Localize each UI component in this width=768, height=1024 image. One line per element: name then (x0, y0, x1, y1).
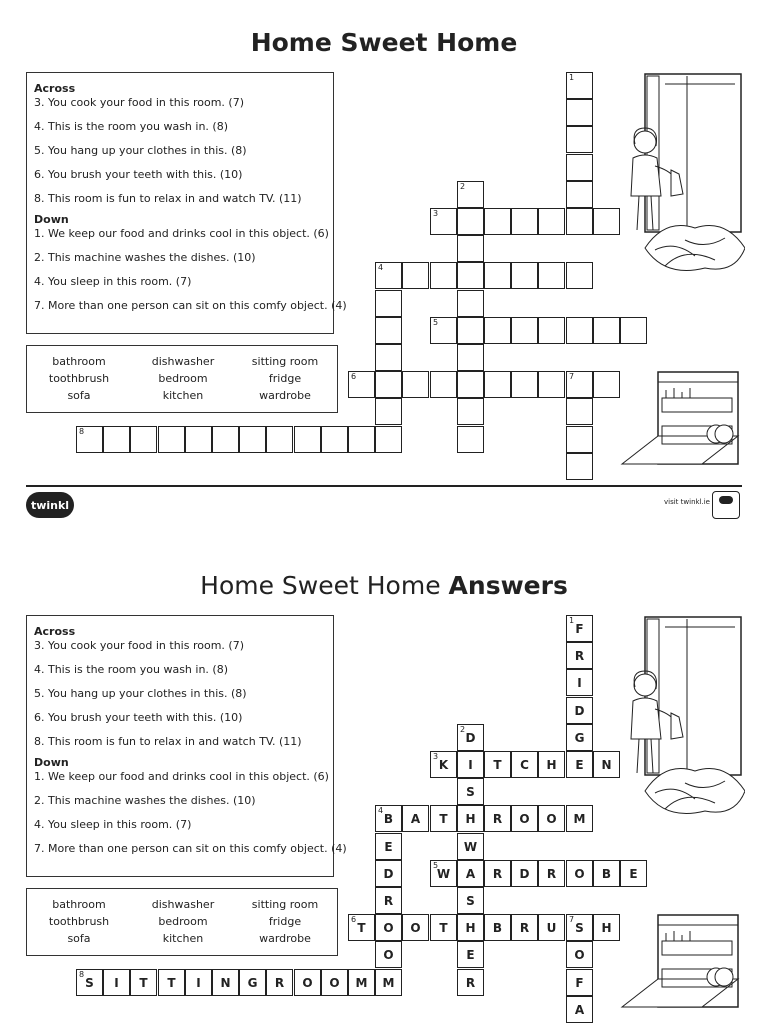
crossword-cell: M (375, 969, 402, 996)
clue-box (26, 72, 347, 334)
word-bank-item: sofa (67, 389, 91, 402)
crossword-cell: S (457, 778, 484, 805)
clue-down-1: 1. We keep our food and drinks cool in this object. (6) (34, 227, 329, 240)
clue-across-3: 3. You cook your food in this room. (7) (34, 96, 244, 109)
clue-across-5: 5. You hang up your clothes in this. (8) (34, 687, 247, 700)
crossword-cell[interactable] (538, 317, 565, 344)
crossword-cell: I (566, 669, 593, 696)
crossword-cell[interactable] (375, 371, 402, 398)
clue-number: 7 (569, 372, 575, 381)
crossword-cell[interactable] (457, 235, 484, 262)
crossword-cell[interactable] (130, 426, 157, 453)
crossword-cell: O (566, 941, 593, 968)
crossword-cell[interactable] (266, 426, 293, 453)
crossword-cell[interactable] (566, 99, 593, 126)
crossword-cell[interactable] (457, 181, 484, 208)
word-bank-item: kitchen (162, 389, 204, 402)
crossword-cell[interactable] (511, 262, 538, 289)
crossword-cell[interactable] (593, 371, 620, 398)
crossword-cell: E (566, 751, 593, 778)
clue-number: 4 (378, 263, 384, 272)
crossword-cell: A (566, 996, 593, 1023)
crossword-cell: R (484, 860, 511, 887)
crossword-cell: B (593, 860, 620, 887)
word-bank-item: fridge (268, 372, 302, 385)
crossword-cell: T (430, 914, 457, 941)
crossword-cell[interactable] (430, 208, 457, 235)
crossword-cell: F (566, 969, 593, 996)
crossword-cell: N (593, 751, 620, 778)
page-title: Home Sweet Home (250, 28, 518, 57)
wardrobe-girl-illustration (625, 613, 745, 823)
word-bank-item: bedroom (158, 372, 208, 385)
crossword-cell[interactable] (375, 317, 402, 344)
crossword-cell: F 1 (566, 615, 593, 642)
word-bank-item: bedroom (158, 915, 208, 928)
crossword-cell[interactable] (239, 426, 266, 453)
crossword-cell[interactable] (430, 317, 457, 344)
crossword-cell[interactable] (185, 426, 212, 453)
crossword-cell: R (538, 860, 565, 887)
crossword-cell: E (457, 941, 484, 968)
crossword-cell: T (130, 969, 157, 996)
crossword-cell[interactable] (484, 371, 511, 398)
crossword-cell: I (103, 969, 130, 996)
crossword-cell: R (457, 969, 484, 996)
clue-across-3: 3. You cook your food in this room. (7) (34, 639, 244, 652)
crossword-cell[interactable] (158, 426, 185, 453)
crossword-cell[interactable] (484, 208, 511, 235)
crossword-cell: M (566, 805, 593, 832)
crossword-cell: O (375, 914, 402, 941)
crossword-cell: I (457, 751, 484, 778)
crossword-cell: R (484, 805, 511, 832)
crossword-cell[interactable] (538, 262, 565, 289)
clue-across-4: 4. This is the room you wash in. (8) (34, 120, 228, 133)
word-bank-item: dishwasher (151, 898, 215, 911)
crossword-cell: E (375, 833, 402, 860)
crossword-cell: G (566, 724, 593, 751)
crossword-cell[interactable] (321, 426, 348, 453)
crossword-cell[interactable] (457, 317, 484, 344)
crossword-cell: A (402, 805, 429, 832)
crossword-cell: W (457, 833, 484, 860)
crossword-cell: C (511, 751, 538, 778)
crossword-cell[interactable] (593, 317, 620, 344)
crossword-cell[interactable] (402, 262, 429, 289)
crossword-cell[interactable] (538, 208, 565, 235)
word-bank-item: fridge (268, 915, 302, 928)
clue-down-7: 7. More than one person can sit on this comfy object. (4) (34, 842, 347, 855)
clue-number: 8 (79, 970, 85, 979)
word-bank-item: bathroom (52, 898, 106, 911)
word-bank-item: toothbrush (48, 372, 110, 385)
crossword-cell[interactable] (457, 262, 484, 289)
crossword-cell: O (511, 805, 538, 832)
crossword-cell[interactable] (457, 344, 484, 371)
crossword-cell[interactable] (375, 426, 402, 453)
word-bank-item: sitting room (251, 355, 319, 368)
clue-down-2: 2. This machine washes the dishes. (10) (34, 251, 256, 264)
clue-number: 8 (79, 427, 85, 436)
clue-across-4: 4. This is the room you wash in. (8) (34, 663, 228, 676)
word-bank (26, 345, 338, 413)
crossword-cell: O (294, 969, 321, 996)
crossword-cell: R (266, 969, 293, 996)
clue-across-8: 8. This room is fun to relax in and watch TV. (11) (34, 735, 302, 748)
clue-number: 5 (433, 318, 439, 327)
crossword-cell[interactable] (511, 208, 538, 235)
crossword-cell: M (348, 969, 375, 996)
crossword-cell: D (375, 860, 402, 887)
answers-clue-box (26, 615, 347, 877)
crossword-cell: D (511, 860, 538, 887)
word-bank-item: wardrobe (259, 932, 311, 945)
crossword-cell[interactable] (457, 208, 484, 235)
clue-down-7: 7. More than one person can sit on this comfy object. (4) (34, 299, 347, 312)
word-bank-item: toothbrush (48, 915, 110, 928)
crossword-cell: R (566, 642, 593, 669)
crossword-cell[interactable] (348, 426, 375, 453)
crossword-cell: H (457, 914, 484, 941)
across-heading: Across (34, 82, 76, 95)
clue-number: 2 (460, 725, 466, 734)
clue-number: 6 (351, 372, 357, 381)
crossword-cell[interactable] (484, 317, 511, 344)
crossword-cell: R (511, 914, 538, 941)
across-heading: Across (34, 625, 76, 638)
crossword-cell: W 5 (430, 860, 457, 887)
crossword-cell[interactable] (430, 262, 457, 289)
crossword-cell: D (566, 697, 593, 724)
twinkl-logo: twinkl (26, 492, 74, 518)
crossword-cell[interactable] (402, 371, 429, 398)
clue-number: 1 (569, 73, 575, 82)
crossword-cell[interactable] (511, 371, 538, 398)
crossword-cell: S 7 (566, 914, 593, 941)
clue-number: 5 (433, 861, 439, 870)
crossword-cell[interactable] (593, 208, 620, 235)
crossword-cell[interactable] (375, 290, 402, 317)
crossword-cell[interactable] (430, 371, 457, 398)
crossword-cell: O (375, 941, 402, 968)
crossword-cell: T 6 (348, 914, 375, 941)
word-bank-item: bathroom (52, 355, 106, 368)
crossword-cell: O (538, 805, 565, 832)
clue-across-8: 8. This room is fun to relax in and watch TV. (11) (34, 192, 302, 205)
clue-down-2: 2. This machine washes the dishes. (10) (34, 794, 256, 807)
answers-word-bank (26, 888, 338, 956)
clue-across-5: 5. You hang up your clothes in this. (8) (34, 144, 247, 157)
clue-number: 4 (378, 806, 384, 815)
clue-number: 3 (433, 752, 439, 761)
crossword-cell[interactable] (348, 371, 375, 398)
down-heading: Down (34, 213, 69, 226)
word-bank-item: sitting room (251, 898, 319, 911)
crossword-cell: T (484, 751, 511, 778)
clue-number: 3 (433, 209, 439, 218)
crossword-cell[interactable] (566, 398, 593, 425)
clue-down-4: 4. You sleep in this room. (7) (34, 818, 192, 831)
crossword-cell: K 3 (430, 751, 457, 778)
crossword-cell[interactable] (620, 317, 647, 344)
crossword-cell: H (457, 805, 484, 832)
word-bank-item: kitchen (162, 932, 204, 945)
clue-number: 1 (569, 616, 575, 625)
crossword-cell[interactable] (457, 426, 484, 453)
footer-link[interactable]: visit twinkl.ie (664, 498, 710, 506)
crossword-cell: B (484, 914, 511, 941)
crossword-cell: N (212, 969, 239, 996)
word-bank-item: dishwasher (151, 355, 215, 368)
crossword-cell: A (457, 860, 484, 887)
crossword-cell: T (158, 969, 185, 996)
crossword-cell[interactable] (375, 344, 402, 371)
crossword-cell: I (185, 969, 212, 996)
crossword-cell: S (457, 887, 484, 914)
crossword-cell: R (375, 887, 402, 914)
clue-down-1: 1. We keep our food and drinks cool in this object. (6) (34, 770, 329, 783)
crossword-cell[interactable] (566, 426, 593, 453)
crossword-cell[interactable] (457, 398, 484, 425)
crossword-cell[interactable] (566, 208, 593, 235)
crossword-cell: B 4 (375, 805, 402, 832)
crossword-cell: S 8 (76, 969, 103, 996)
clue-number: 2 (460, 182, 466, 191)
down-heading: Down (34, 756, 69, 769)
clue-down-4: 4. You sleep in this room. (7) (34, 275, 192, 288)
crossword-cell[interactable] (566, 317, 593, 344)
clue-across-6: 6. You brush your teeth with this. (10) (34, 711, 243, 724)
wardrobe-girl-illustration (625, 70, 745, 280)
crossword-cell: E (620, 860, 647, 887)
crossword-cell[interactable] (538, 371, 565, 398)
crossword-cell[interactable] (76, 426, 103, 453)
crossword-cell[interactable] (375, 262, 402, 289)
footer-divider (26, 485, 742, 487)
word-bank-item: wardrobe (259, 389, 311, 402)
crossword-cell: O (402, 914, 429, 941)
clue-across-6: 6. You brush your teeth with this. (10) (34, 168, 243, 181)
dishwasher-illustration (618, 368, 742, 474)
crossword-cell[interactable] (457, 371, 484, 398)
crossword-cell: H (538, 751, 565, 778)
crossword-cell[interactable] (566, 262, 593, 289)
crossword-cell: O (321, 969, 348, 996)
crossword-cell[interactable] (566, 453, 593, 480)
crossword-cell[interactable] (375, 398, 402, 425)
crossword-cell[interactable] (566, 371, 593, 398)
crossword-cell[interactable] (511, 317, 538, 344)
crossword-cell: G (239, 969, 266, 996)
crossword-cell[interactable] (566, 181, 593, 208)
crossword-cell[interactable] (294, 426, 321, 453)
crossword-cell[interactable] (212, 426, 239, 453)
crossword-cell[interactable] (566, 126, 593, 153)
crossword-cell[interactable] (484, 262, 511, 289)
word-bank-item: sofa (67, 932, 91, 945)
clue-number: 6 (351, 915, 357, 924)
dishwasher-illustration (618, 911, 742, 1017)
crossword-cell[interactable] (566, 154, 593, 181)
crossword-cell: T (430, 805, 457, 832)
clue-number: 7 (569, 915, 575, 924)
crossword-cell: U (538, 914, 565, 941)
crossword-cell: H (593, 914, 620, 941)
crossword-cell: D 2 (457, 724, 484, 751)
quality-badge-icon (712, 491, 740, 519)
answers-page-title: Home Sweet Home Answers (200, 571, 568, 600)
crossword-cell[interactable] (566, 72, 593, 99)
crossword-cell: O (566, 860, 593, 887)
crossword-cell[interactable] (457, 290, 484, 317)
crossword-cell[interactable] (103, 426, 130, 453)
